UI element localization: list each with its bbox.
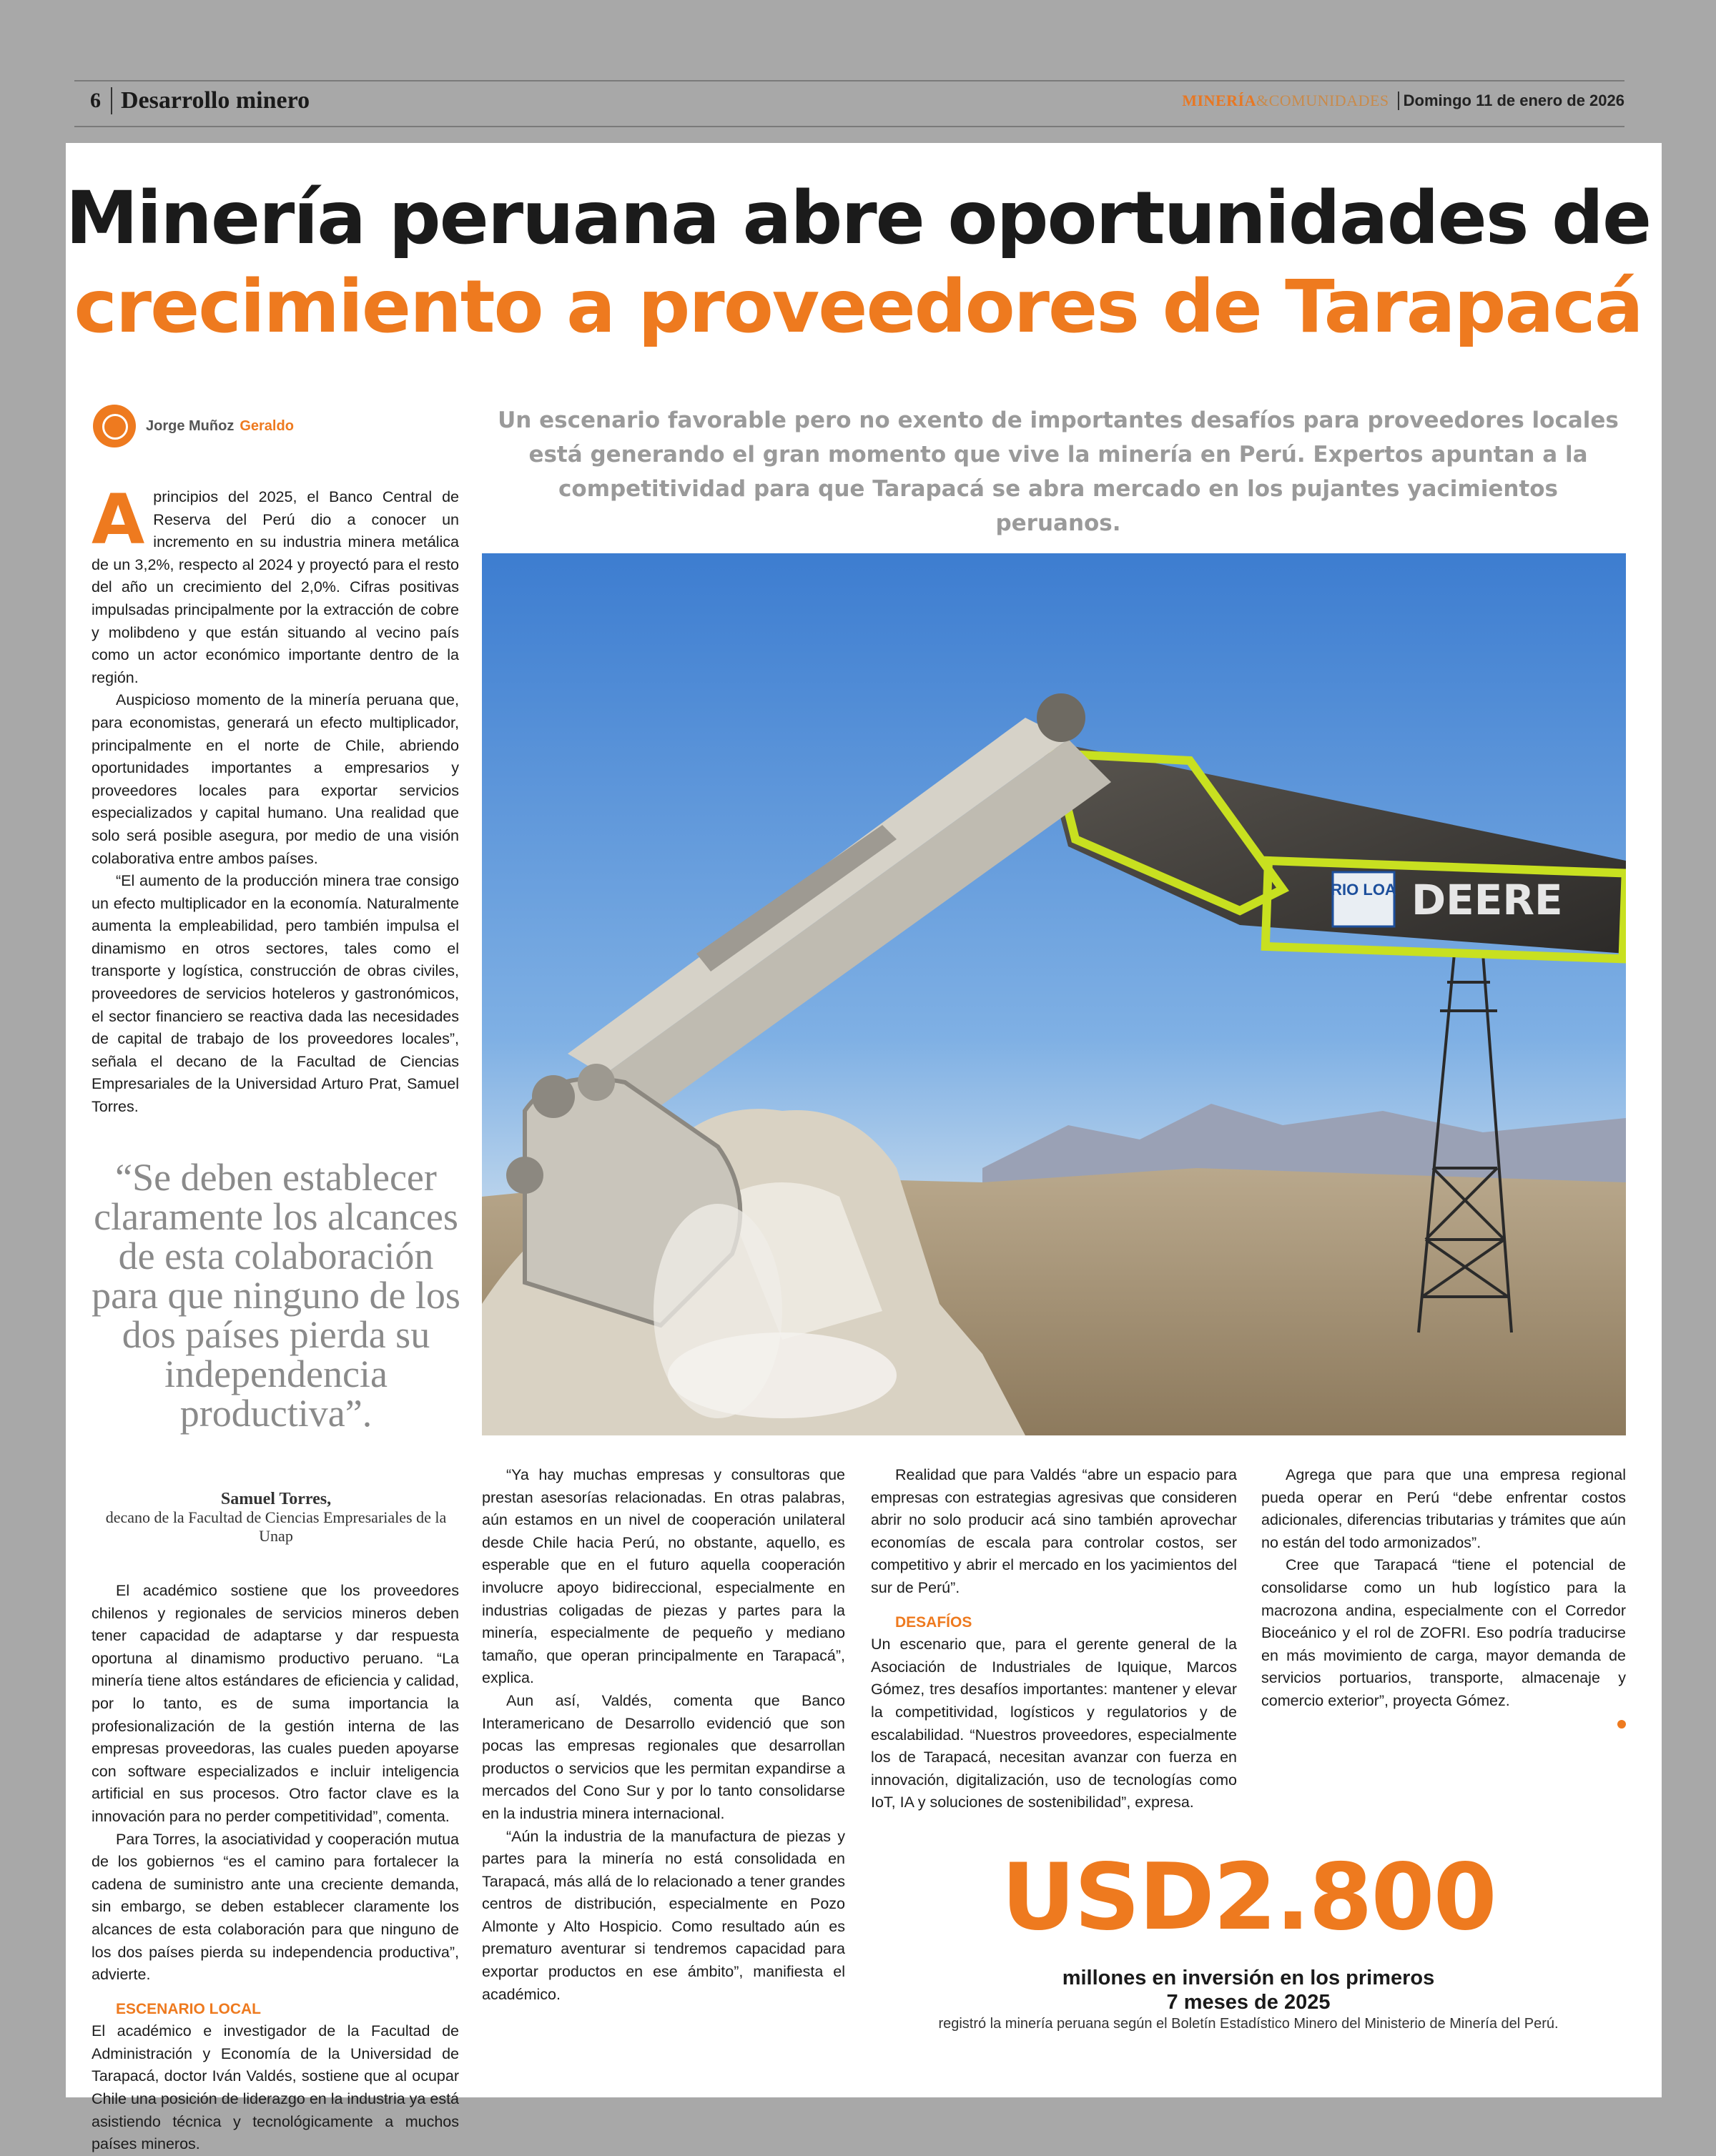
paragraph: Para Torres, la asociatividad y cooperación mutua de los gobiernos “es el camino para fortalecer la cadena de suministro ante una creciente demanda, sin embargo, se deben establecer claramente los alcances de esta colaboración para que ninguno de los dos países pierda su independencia productiva”, advierte. [92,1830,459,1984]
paragraph: Agrega que para que una empresa regional pueda operar en Perú “debe enfrentar costos adicionales, diferencias tributarias y trámites que aún no están del todo armonizados”. [1261,1466,1626,1551]
page-header-left [90,87,310,114]
quote-author-role: decano de la Facultad de Ciencias Empresariales de la Unap [105,1508,447,1545]
boom-sign-text: RIO LOA [1331,881,1396,899]
article-column-4 [1261,1464,1626,1735]
quote-author: Samuel Torres, [220,1490,332,1508]
header-divider [111,87,112,114]
brand-name: MINERÍA [1182,92,1256,109]
paragraph: Cree que Tarapacá “tiene el potencial de consolidarse como un hub logístico para la macrozona andina, especialmente con el Corredor Bioceánico y el rol de ZOFRI. Eso podría traducirse en más movimiento de carga, mayor demanda de servicios portuarios, transporte, almacenaje y comercio exterior”, proyecta Gómez. [1261,1556,1626,1709]
byline [93,405,294,447]
header-bottom-rule [74,126,1624,127]
paragraph: Aun así, Valdés, comenta que Banco Interamericano de Desarrollo evidenció que son pocas las empresas regionales que desarrollan productos o servicios que les permitan expandirse a mercados del Cono Sur y por lo tanto consolidarse en la industria minera internacional. [482,1691,845,1822]
headline-line-2: crecimiento a proveedores de Tarapacá [74,264,1642,350]
subheading-escenario-local: ESCENARIO LOCAL [116,2000,262,2017]
drop-cap: A [92,480,145,560]
headline-line-1: Minería peruana abre oportunidades de [65,176,1651,261]
page-number: 6 [90,89,101,112]
paragraph: “Aún la industria de la manufactura de piezas y partes para la minería no está consolidada en Tarapacá, más allá de lo relacionado a tener grandes centros de distribución, especialmente en Pozo Almonte y Alto Hospicio. Como resultado aún es prematuro aventurar si tendremos capacidad para exportar productos en ese ámbito”, manifiesta el académico. [482,1827,845,2003]
article-column-1-bottom [92,1580,459,2156]
highlight-caption-line-1: millones en inversión en los primeros [1062,1967,1435,1989]
highlight-source: registró la minería peruana según el Boletín Estadístico Minero del Ministerio de Minería del Perú. [938,2016,1559,2032]
section-name: Desarrollo minero [121,87,310,114]
article-lead: Un escenario favorable pero no exento de importantes desafíos para proveedores locales está generando el gran momento que vive la minería en Perú. Expertos apuntan a la competitividad para que Tarapacá se abra mercado en los pujantes yacimientos peruanos. [498,407,1619,536]
header-top-rule [74,80,1624,81]
paragraph: “El aumento de la producción minera trae consigo un efecto multiplicador en la economía. Naturalmente aumenta la empleabilidad, pero también impulsa el dinamismo en otros sectores, tales como el transporte y logística, construcción de obras civiles, proveedores de servicios hoteleros y gastronómicos, el sector financiero se reactiva dada las necesidades de capital de trabajo de los proveedores locales”, señala el decano de la Facultad de Ciencias Empresariales de la Universidad Arturo Prat, Samuel Torres. [92,872,459,1116]
paragraph: Un escenario que, para el gerente general de la Asociación de Industriales de Iquique, Marcos Gómez, tres desafíos importantes: mantener y elevar la competitividad, logísticos y regulatorios y de escalabilidad. “Nuestros proveedores, especialmente los de Tarapacá, necesitan avanzar con fuerza en innovación, digitalización, uso de tecnologías como IoT, IA y soluciones de sostenibilidad”, expresa. [871,1636,1237,1811]
paragraph: Auspicioso momento de la minería peruana que, para economistas, generará un efecto multiplicador, principalmente en el norte de Chile, abriendo oportunidades importantes a empresarios y proveedores locales para exportar servicios especializados y capital humano. Una realidad que solo será posible asegura, por medio de una visión colaborativa entre ambos países. [92,691,459,867]
highlight-figure: USD2.800 [1001,1844,1496,1951]
subheading-desafios: DESAFÍOS [895,1613,972,1631]
paragraph: “Ya hay muchas empresas y consultoras que prestan asesorías relacionadas. En otras palabras, aún estamos en un nivel de cooperación unilateral desde Chile hacia Perú, no obstante, aquello, es esperable que en el futuro aquella cooperación involucre apoyo bidireccional, especialmente en industrias coligadas de piezas y partes para la minería, especialmente de pequeño y mediano tamaño, que operan principalmente en Tarapacá”, explica. [482,1466,845,1687]
article-column-2 [482,1464,845,2006]
article-column-3 [871,1464,1237,1814]
pull-quote: “Se deben establecer claramente los alcances de esta colaboración para que ninguno de los dos países pierda su independencia productiva”. [92,1156,460,1435]
brand-suffix: &COMUNIDADES [1256,92,1389,109]
article-column-1 [92,480,459,1119]
end-mark [1261,1713,1626,1736]
excavator-illustration [482,553,1626,1435]
boom-lettering: DEERE [1411,876,1563,924]
author-last-name: Geraldo [240,417,294,434]
paragraph: principios del 2025, el Banco Central de Reserva del Perú dio a conocer un incremento en su industria minera metálica de un 3,2%, respecto al 2024 y proyectó para el resto del año un crecimiento del 2,0%. Cifras positivas impulsadas principalmente por la extracción de cobre y molibdeno y que están situando al vecino país como un actor económico importante dentro de la región. [92,488,459,686]
header-divider [1398,92,1399,110]
highlight-caption-line-2: 7 meses de 2025 [1166,1991,1331,2014]
end-dot-icon [1617,1720,1626,1729]
excavator-photo [482,553,1626,1435]
paragraph: El académico sostiene que los proveedores chilenos y regionales de servicios mineros deben tener capacidad de adaptarse y dar respuesta oportuna al dinamismo productivo peruano. “La minería tiene altos estándares de eficiencia y calidad, por lo tanto, es de suma importancia la profesionalización de la gestión interna de las empresas proveedoras, las cuales pueden apoyarse con software especializados e incluir inteligencia artificial en sus procesos. Otro factor clave es la innovación para no perder competitividad”, comenta. [92,1582,459,1825]
issue-date: Domingo 11 de enero de 2026 [1403,92,1624,109]
paragraph: Realidad que para Valdés “abre un espacio para empresas con estrategias agresivas que consideren abrir no solo producir acá sino también aprovechar economías de escala para controlar costos, ser competitivo y abrir el mercado en los yacimientos del sur de Perú”. [871,1466,1237,1596]
pull-quote-attribution [90,1490,462,1546]
highlight-caption [871,1966,1626,2014]
author-logo-icon [93,405,136,447]
author-first-name: Jorge Muñoz [146,417,235,434]
page-header-right [1182,92,1624,110]
paragraph: El académico e investigador de la Facultad de Administración y Economía de la Universidad de Tarapacá, doctor Iván Valdés, sostiene que al ocupar Chile una posición de liderazgo en la industria ya está asistiendo técnica y tecnológicamente a muchos países mineros. [92,2022,459,2153]
